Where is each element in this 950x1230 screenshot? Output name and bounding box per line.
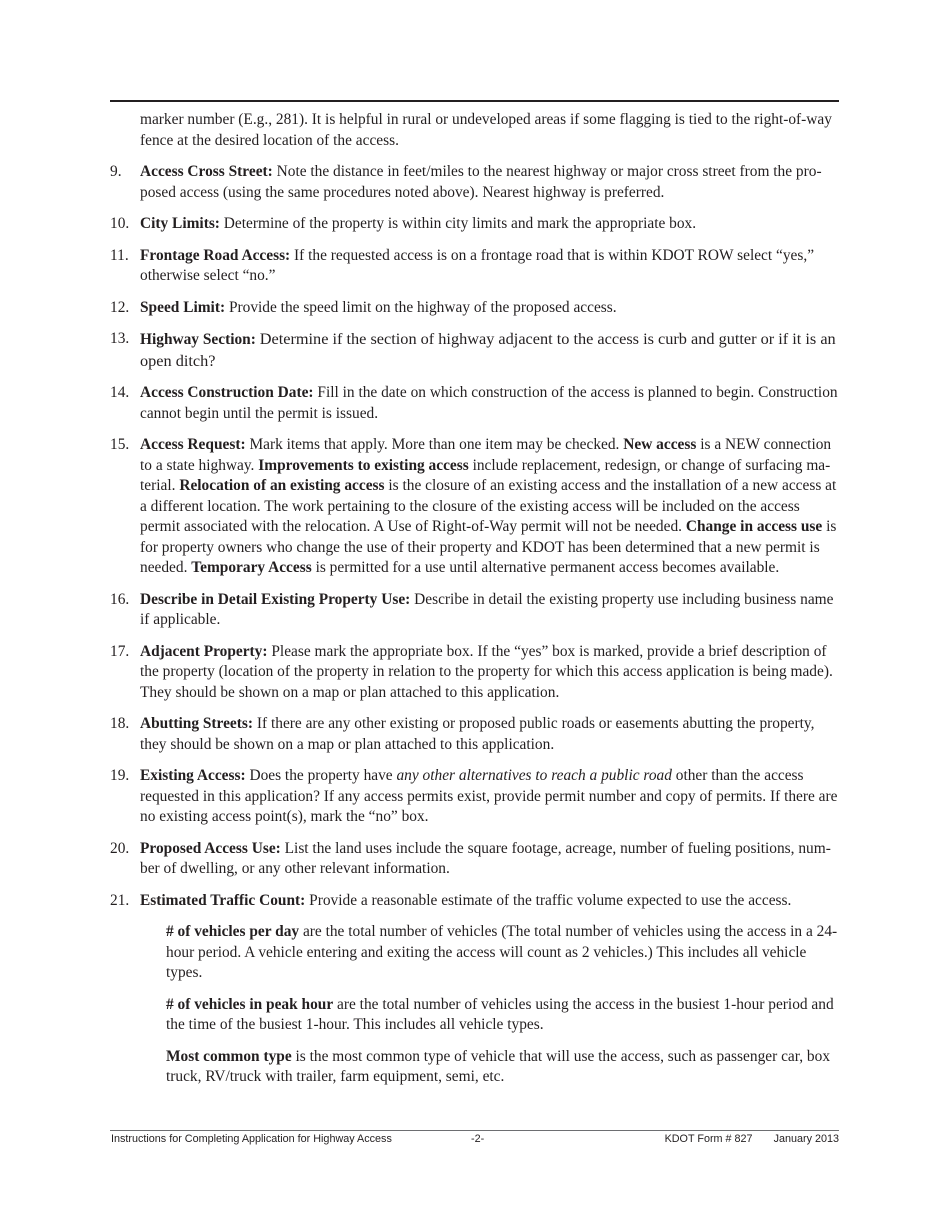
item-text: List the land uses include the square footage, acreage, number of fueling positions, number of dwelling, or any other relevant information. xyxy=(140,839,831,877)
item-title: Existing Access: xyxy=(140,767,246,784)
item-title: Estimated Traffic Count: xyxy=(140,891,306,909)
item-title: Access Request: xyxy=(140,436,246,453)
term-temporary-access: Temporary Access xyxy=(191,559,312,576)
sub-item-title: # of vehicles in peak hour xyxy=(166,995,334,1013)
sub-item-vehicles-per-day xyxy=(166,922,841,984)
item-italic-text: any other alternatives to reach a public road xyxy=(396,767,672,784)
list-item-21 xyxy=(110,891,841,912)
item-text: Mark items that apply. More than one item may be checked. xyxy=(249,436,620,453)
top-rule xyxy=(110,100,839,102)
list-item-18 xyxy=(110,714,841,755)
list-item-17 xyxy=(110,642,841,704)
item-text: Note the distance in feet/miles to the nearest highway or major cross street from the proposed access (using the same procedures noted above). Nearest highway is preferred. xyxy=(140,163,822,201)
item-number: 9. xyxy=(110,163,122,180)
item-number: 20. xyxy=(110,839,130,857)
sub-item-vehicles-peak-hour xyxy=(166,995,841,1036)
sub-item-text: are the total number of vehicles (The total number of vehicles using the access in a 24-hour period. A vehicle entering and exiting the access will count as 2 vehicles.) This includes all vehicle types. xyxy=(166,923,838,981)
list-item-14 xyxy=(110,383,841,424)
item-text: Describe in detail the existing property use including business name if applicable. xyxy=(140,590,834,628)
item-number: 18. xyxy=(110,715,130,732)
item-number: 10. xyxy=(110,215,130,232)
sub-item-text: are the total number of vehicles using the access in the busiest 1-hour period and the time of the busiest 1-hour. This includes all vehicle types. xyxy=(166,995,834,1033)
item-text: is a NEW connection to a state highway. xyxy=(140,436,832,474)
list-item-10 xyxy=(110,214,841,235)
item-number: 11. xyxy=(110,246,129,264)
item-number: 14. xyxy=(110,384,130,401)
item-text: Fill in the date on which construction of the access is planned to begin. Construction cannot begin until the permit is issued. xyxy=(140,384,838,422)
footer-document-title: Instructions for Completing Application for Highway Access xyxy=(111,1133,392,1145)
item-number: 13. xyxy=(110,330,130,347)
item-text: Determine of the property is within city limits and mark the appropriate box. xyxy=(223,215,697,232)
item-title: Abutting Streets: xyxy=(140,715,254,732)
sub-item-most-common-type xyxy=(166,1047,841,1088)
item-title: Speed Limit: xyxy=(140,298,226,316)
list-item-9 xyxy=(110,162,841,203)
list-item-16 xyxy=(110,590,841,631)
term-relocation: Relocation of an existing access xyxy=(179,477,385,494)
item-title: City Limits: xyxy=(140,215,220,232)
sub-item-title: Most common type xyxy=(166,1047,292,1065)
continued-paragraph: marker number (E.g., 281). It is helpful in rural or undeveloped areas if some flagging is tied to the right-of-way fence at the desired location of the access. xyxy=(140,111,832,149)
item-text: other than the access requested in this application? If any access permits exist, provide permit number and copy of permits. If there are no existing access point(s), mark the “no” box. xyxy=(140,767,838,825)
list-item-19 xyxy=(110,766,841,828)
list-item-11 xyxy=(110,246,841,287)
item-title: Proposed Access Use: xyxy=(140,839,281,857)
item-text: If the requested access is on a frontage road that is within KDOT ROW select “yes,” otherwise select “no.” xyxy=(140,246,815,284)
list-item-12 xyxy=(110,298,841,319)
item-number: 21. xyxy=(110,891,130,909)
item-number: 17. xyxy=(110,642,130,660)
item-text: If there are any other existing or proposed public roads or easements abutting the property, they should be shown on a map or plan attached to this application. xyxy=(140,715,815,753)
item-title: Frontage Road Access: xyxy=(140,246,291,264)
item-title: Highway Section: xyxy=(140,331,256,348)
item-number: 15. xyxy=(110,436,130,453)
list-item-13 xyxy=(110,329,841,372)
sub-item-title: # of vehicles per day xyxy=(166,923,300,940)
term-improvements: Improvements to existing access xyxy=(258,456,469,474)
item-text: Determine if the section of highway adjacent to the access is curb and gutter or if it is an open ditch? xyxy=(140,329,836,370)
term-new-access: New access xyxy=(623,436,697,453)
list-item-20 xyxy=(110,839,841,880)
item-title: Access Construction Date: xyxy=(140,384,314,401)
item-text: include replacement, redesign, or change of surfacing material. xyxy=(140,456,831,494)
item-text: is for property owners who change the use of their property and KDOT has been determined that a new permit is needed. xyxy=(140,518,837,576)
sub-item-text: is the most common type of vehicle that will use the access, such as passenger car, box truck, RV/truck with trailer, farm equipment, semi, etc. xyxy=(166,1047,831,1085)
item-text: Does the property have xyxy=(249,767,393,784)
footer-rule xyxy=(110,1130,839,1131)
item-title: Access Cross Street: xyxy=(140,163,273,180)
list-item-15 xyxy=(110,435,841,579)
item-number: 19. xyxy=(110,767,130,784)
footer-form-info: KDOT Form # 827 January 2013 xyxy=(664,1133,839,1145)
item-text: is the closure of an existing access and the installation of a new access at a different location. The work pertaining to the closure of the existing access will be included on the access permit associated with the relocation. A Use of Right-of-Way permit will not be needed. xyxy=(140,477,837,535)
item-text: Please mark the appropriate box. If the “yes” box is marked, provide a brief description of the property (location of the property in relation to the property for which this access application is being made). They should be shown on a map or plan attached to this application. xyxy=(140,642,833,701)
item-title: Describe in Detail Existing Property Use: xyxy=(140,590,411,608)
item-text: Provide a reasonable estimate of the traffic volume expected to use the access. xyxy=(309,891,792,909)
item-text: is permitted for a use until alternative permanent access becomes available. xyxy=(315,559,780,576)
item-title: Adjacent Property: xyxy=(140,642,268,660)
term-change-use: Change in access use xyxy=(685,518,823,535)
item-number: 16. xyxy=(110,590,130,608)
footer-page-number: -2- xyxy=(471,1133,485,1145)
item-text: Provide the speed limit on the highway of the proposed access. xyxy=(228,298,617,316)
document-body xyxy=(110,110,841,1099)
item-number: 12. xyxy=(110,298,130,316)
